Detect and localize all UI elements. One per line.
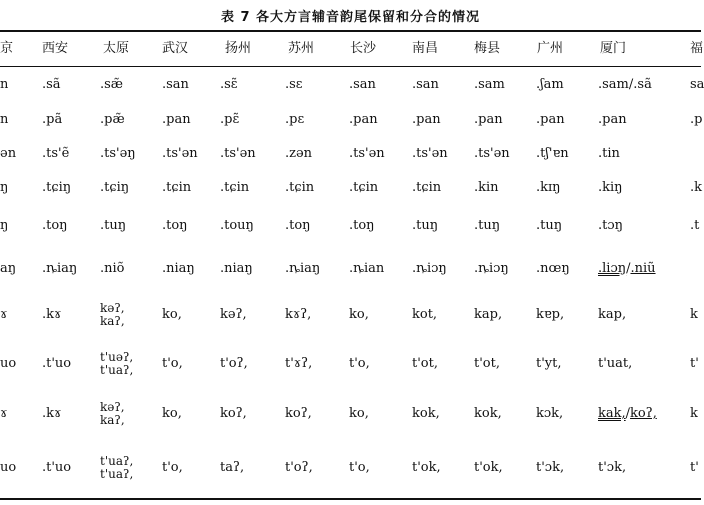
table-cell [474,390,502,438]
cell-text: t'o, [349,460,370,475]
top-rule [0,30,701,32]
cell-text: koʔ, [285,406,312,421]
column-header: 扬州 [225,41,252,56]
table-cell [536,440,564,496]
cell-text: .sam [474,77,505,92]
table-cell [220,440,244,496]
cell-text: .pan [598,112,627,127]
header-rule [0,66,701,67]
cell-text: .kɪŋ [536,180,561,195]
table-cell [162,340,183,388]
table-cell [162,104,191,136]
table-cell [285,390,312,438]
table-cell [0,340,16,388]
table-cell [0,390,7,438]
cell-text: kap, [598,307,627,322]
table-cell [42,440,71,496]
table-cell [220,292,247,338]
cell-text: .tin [598,146,620,161]
table-cell [220,206,254,246]
table-cell [690,206,699,246]
cell-text: t'uəʔ, [100,350,134,364]
column-header: 京 [0,41,14,56]
cell-text: t' [690,356,699,371]
table-cell [42,340,71,388]
cell-text: .tɕiŋ [100,180,130,195]
cell-text: uo [0,356,17,371]
table-cell [42,390,61,438]
table-cell [0,138,16,170]
cell-text: t'uaʔ, [100,454,134,468]
cell-text: .ȵiɔŋ [412,261,447,276]
table-cell [690,390,698,438]
table-cell [42,292,61,338]
cell-text: sa [690,77,704,92]
cell-text: ŋ [0,218,9,233]
cell-text: t'ɤʔ, [285,356,313,371]
cell-text: .ʃam [536,77,564,92]
cell-text: .ts'ən [162,146,198,161]
column-header: 西安 [42,41,69,56]
cell-text: t'ot, [412,356,438,371]
cell-text: t'uaʔ, [100,363,134,377]
table-cell [474,440,503,496]
cell-text: .toŋ [285,218,311,233]
table-cell [598,292,626,338]
cell-text: .tuŋ [412,218,439,233]
cell-text: .pan [474,112,503,127]
table-cell [349,138,385,170]
cell-text: kot, [412,307,438,322]
cell-text: .pan [412,112,441,127]
column-header: 厦门 [600,41,627,56]
cell-text: uo [0,460,17,475]
cell-text: kəʔ, [100,400,125,414]
cell-text: t'uaʔ, [100,467,134,481]
cell-text: .sã [42,77,61,92]
cell-text: t'oʔ, [220,356,248,371]
cell-text: .pɛ [285,112,305,127]
cell-text: .pan [162,112,191,127]
table-cell [162,248,195,290]
table-title: 表 7 各大方言辅音韵尾保留和分合的情况 [220,10,481,25]
cell-text: n [0,112,9,127]
cell-text: ko, [349,307,369,322]
table-cell [285,206,311,246]
cell-text: .sɛ [285,77,303,92]
cell-text: kap, [474,307,503,322]
cell-text: .ȵiaŋ [285,261,321,276]
table-cell [598,104,627,136]
cell-text: .ts'ən [474,146,510,161]
table-cell [690,340,699,388]
table-cell [536,390,563,438]
table-row [0,104,701,136]
table-cell [412,68,439,102]
table-cell [220,68,238,102]
table-cell [349,206,375,246]
cell-text: n [0,77,9,92]
cell-text: kaʔ, [100,314,125,328]
table-cell [220,248,253,290]
table-cell [349,390,369,438]
cell-text: .niaŋ [162,261,195,276]
cell-text: .tɕiŋ [42,180,72,195]
cell-text: .tɕin [349,180,379,195]
column-header: 苏州 [288,41,315,56]
table-cell [220,390,247,438]
cell-text: .niaŋ [220,261,253,276]
table-cell [42,248,77,290]
table-row [0,248,701,290]
cell-text: .k [690,180,703,195]
cell-text: t'ɔk, [536,460,565,475]
table-cell [42,206,68,246]
table-cell [412,340,438,388]
table-cell [0,104,8,136]
column-header: 梅县 [474,41,501,56]
table-row [0,292,701,338]
table-cell [0,172,8,204]
cell-text: .tɕin [220,180,250,195]
table-cell [474,340,500,388]
cell-text: t'ok, [412,460,441,475]
table-cell [285,104,304,136]
cell-text: kɔk, [536,406,564,421]
table-cell [474,292,502,338]
cell-text: .ts'əŋ [100,146,136,161]
cell-text: .tuŋ [100,218,127,233]
table-cell [42,172,71,204]
table-cell [100,68,123,102]
cell-text: ɤ [0,307,8,322]
cell-text: kaʔ, [100,413,125,427]
table-cell [474,206,500,246]
cell-text: .p [690,112,703,127]
cell-text: .san [412,77,439,92]
table-cell [598,206,623,246]
table-cell [536,68,564,102]
table-cell [162,68,189,102]
cell-text: .niõ [100,261,125,276]
table-cell [536,340,562,388]
table-cell [0,68,8,102]
table-cell [598,68,652,102]
cell-text: kak,/koʔ, [598,406,657,421]
table-cell [474,172,499,204]
table-cell [349,104,378,136]
table-cell [162,390,182,438]
cell-text: .t'uo [42,356,72,371]
table-cell [536,206,562,246]
table-cell [474,248,509,290]
cell-text: .kiŋ [598,180,623,195]
table-cell [42,104,62,136]
table-row [0,172,701,204]
cell-text: .sæ̃ [100,77,124,92]
column-header: 福 [690,41,704,56]
cell-text: kɐp, [536,307,565,322]
table-cell [220,340,248,388]
cell-text: k [690,307,698,322]
table-cell [412,104,441,136]
table-cell [100,390,125,438]
table-cell [690,104,702,136]
table-cell [598,248,656,290]
cell-text: ən [0,146,17,161]
table-cell [474,138,510,170]
table-cell [42,68,61,102]
cell-text: t'uat, [598,356,633,371]
cell-text: .tɕin [412,180,442,195]
table-cell [100,206,126,246]
table-cell [412,390,440,438]
cell-text: .tɔŋ [598,218,624,233]
cell-text: koʔ, [220,406,247,421]
table-cell [349,68,376,102]
table-cell [100,440,133,496]
cell-text: .liɔŋ/.niũ [598,261,656,276]
cell-text: .t [690,218,700,233]
cell-text: t'ok, [474,460,503,475]
column-header: 长沙 [350,41,377,56]
cell-text: kok, [474,406,502,421]
table-row [0,138,701,170]
table-cell [100,292,125,338]
table-cell [100,138,136,170]
table-cell [100,340,133,388]
table-cell [0,292,7,338]
cell-text: .toŋ [42,218,68,233]
cell-text: .ȵian [349,261,385,276]
cell-text: t'ot, [474,356,500,371]
table-cell [349,172,378,204]
table-cell [285,248,320,290]
cell-text: .ts'ən [412,146,448,161]
cell-text: .ts'ẽ [42,146,70,161]
table-cell [598,440,626,496]
table-cell [690,440,699,496]
table-cell [285,340,312,388]
table-cell [285,172,314,204]
cell-text: .toŋ [162,218,188,233]
table-row [0,440,701,496]
table-cell [598,390,657,438]
cell-text: .tɕin [285,180,315,195]
cell-text: ko, [349,406,369,421]
table-row [0,68,704,102]
table-cell [100,104,125,136]
cell-text: .pan [536,112,565,127]
table-cell [162,206,188,246]
cell-text: .pɛ̃ [220,112,240,127]
cell-text: k [690,406,698,421]
table-cell [162,138,198,170]
table-cell [285,68,303,102]
cell-text: .pæ̃ [100,112,125,127]
table-cell [162,440,183,496]
table-row [0,390,701,438]
cell-text: .ȵiaŋ [42,261,78,276]
table-cell [162,172,191,204]
cell-text: .t'uo [42,460,72,475]
table-cell [0,440,16,496]
table-cell [690,172,702,204]
column-header: 南昌 [412,41,439,56]
table-cell [412,172,441,204]
table-cell [598,138,620,170]
table-cell [0,206,8,246]
table-cell [690,292,698,338]
cell-text: t'ɔk, [598,460,627,475]
column-header: 武汉 [162,41,189,56]
bottom-rule [0,498,701,500]
table-cell [536,104,565,136]
column-header: 广州 [537,41,564,56]
column-header: 太原 [103,41,130,56]
table-cell [0,248,16,290]
cell-text: .nœŋ [536,261,570,276]
cell-text: t'o, [162,460,183,475]
cell-text: .touŋ [220,218,254,233]
cell-text: .tʃ'ɐn [536,146,569,161]
table-cell [536,292,564,338]
cell-text: kɤʔ, [285,307,312,322]
cell-text: .ts'ən [349,146,385,161]
cell-text: t'o, [162,356,183,371]
cell-text: ŋ [0,180,9,195]
table-cell [285,138,312,170]
table-cell [285,440,313,496]
table-cell [598,340,632,388]
table-cell [412,292,437,338]
cell-text: .kɤ [42,307,62,322]
table-cell [536,172,561,204]
cell-text: t'o, [349,356,370,371]
cell-text: kəʔ, [220,307,247,322]
cell-text: .tuŋ [536,218,563,233]
table-cell [162,292,182,338]
table-cell [598,172,623,204]
table-row [0,206,701,246]
table-cell [285,292,311,338]
table-cell [42,138,69,170]
cell-text: .san [162,77,189,92]
table-cell [220,138,256,170]
cell-text: .ts'ən [220,146,256,161]
table-cell [412,138,448,170]
cell-text: kəʔ, [100,301,125,315]
table-cell [220,172,249,204]
table-row [0,340,701,388]
table-cell [474,104,503,136]
cell-text: .ȵiɔŋ [474,261,509,276]
cell-text: .sɛ̃ [220,77,238,92]
cell-text: t'yt, [536,356,562,371]
cell-text: ɤ [0,406,8,421]
table-cell [220,104,239,136]
cell-text: .pan [349,112,378,127]
cell-text: .tɕin [162,180,192,195]
table-cell [100,248,125,290]
table-cell [690,68,704,102]
cell-text: aŋ [0,261,17,276]
cell-text: ko, [162,307,182,322]
table-cell [536,138,569,170]
table-cell [349,292,369,338]
cell-text: .zən [285,146,313,161]
cell-text: .sam/.sã [598,77,652,92]
table-cell [349,340,370,388]
table-cell [100,172,129,204]
cell-text: .san [349,77,376,92]
cell-text: .tuŋ [474,218,501,233]
table-cell [536,248,570,290]
table-cell [349,440,370,496]
table-cell [349,248,384,290]
cell-text: t'oʔ, [285,460,313,475]
table-cell [474,68,505,102]
cell-text: .kin [474,180,499,195]
cell-text: .pã [42,112,63,127]
cell-text: ko, [162,406,182,421]
cell-text: taʔ, [220,460,245,475]
cell-text: kok, [412,406,440,421]
cell-text: .kɤ [42,406,62,421]
cell-text: t' [690,460,699,475]
table-cell [412,206,438,246]
cell-text: .toŋ [349,218,375,233]
table-cell [412,248,447,290]
table-cell [412,440,441,496]
